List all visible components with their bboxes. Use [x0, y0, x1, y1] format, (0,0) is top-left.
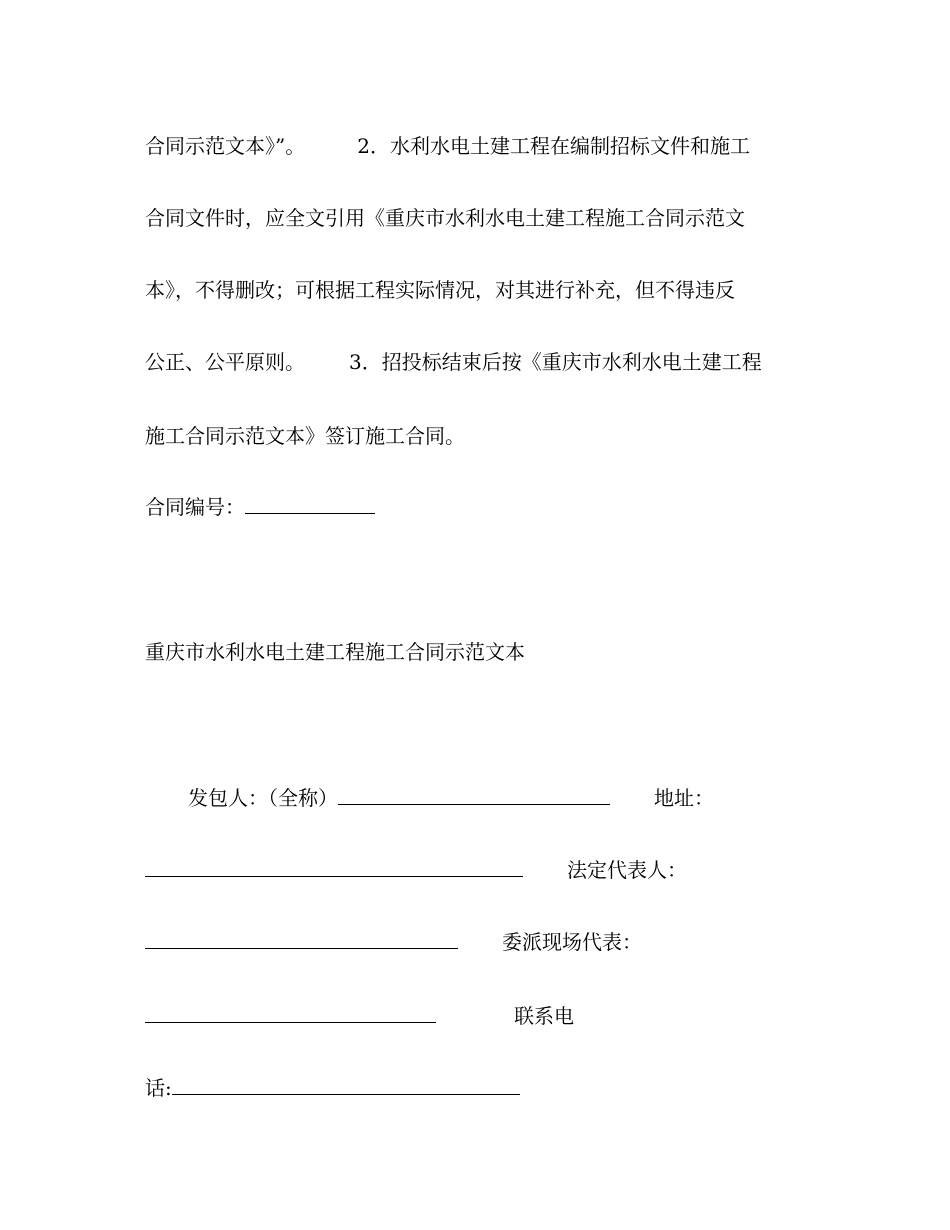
- phone-label: 联系电: [514, 1004, 574, 1028]
- contract-number-row: [145, 495, 375, 519]
- contract-title: [145, 640, 525, 664]
- paragraph-text: 本》，不得删改；可根据工程实际情况，对其进行补充，但不得违反: [145, 278, 735, 302]
- paragraph-text: 施工合同示范文本》签订施工合同。: [145, 424, 465, 448]
- paragraph-line-4: [145, 350, 762, 374]
- phone-label-continued: 话:: [145, 1076, 172, 1100]
- site-rep-blank: [145, 1004, 436, 1023]
- legal-rep-blank: [145, 930, 458, 949]
- paragraph-text: 合同文件时，应全文引用《重庆市水利水电土建工程施工合同示范文: [145, 206, 745, 230]
- phone-row: [145, 1076, 520, 1100]
- paragraph-line-1: [145, 134, 750, 158]
- legal-rep-row: [145, 930, 642, 954]
- site-rep-row: [145, 1004, 574, 1028]
- employer-label: 发包人：（全称）: [188, 786, 338, 810]
- legal-rep-label: 法定代表人：: [567, 858, 687, 882]
- contract-title-text: 重庆市水利水电土建工程施工合同示范文本: [145, 640, 525, 664]
- paragraph-text: 合同示范文本》”。: [145, 134, 306, 158]
- address-row: [145, 858, 687, 882]
- paragraph-line-3: [145, 278, 735, 302]
- site-rep-label: 委派现场代表：: [502, 930, 642, 954]
- phone-blank: [172, 1076, 520, 1095]
- paragraph-line-2: [145, 206, 745, 230]
- employer-name-blank: [338, 786, 610, 805]
- paragraph-line-5: [145, 424, 465, 448]
- employer-row: [188, 786, 714, 810]
- address-label: 地址：: [654, 786, 714, 810]
- contract-number-label: 合同编号：: [145, 495, 245, 519]
- paragraph-text: 公正、公平原则。: [145, 350, 305, 374]
- paragraph-text: 2．水利水电土建工程在编制招标文件和施工: [357, 134, 750, 158]
- contract-number-blank: [245, 495, 375, 514]
- paragraph-text: 3．招投标结束后按《重庆市水利水电土建工程: [349, 350, 762, 374]
- address-blank: [145, 858, 523, 877]
